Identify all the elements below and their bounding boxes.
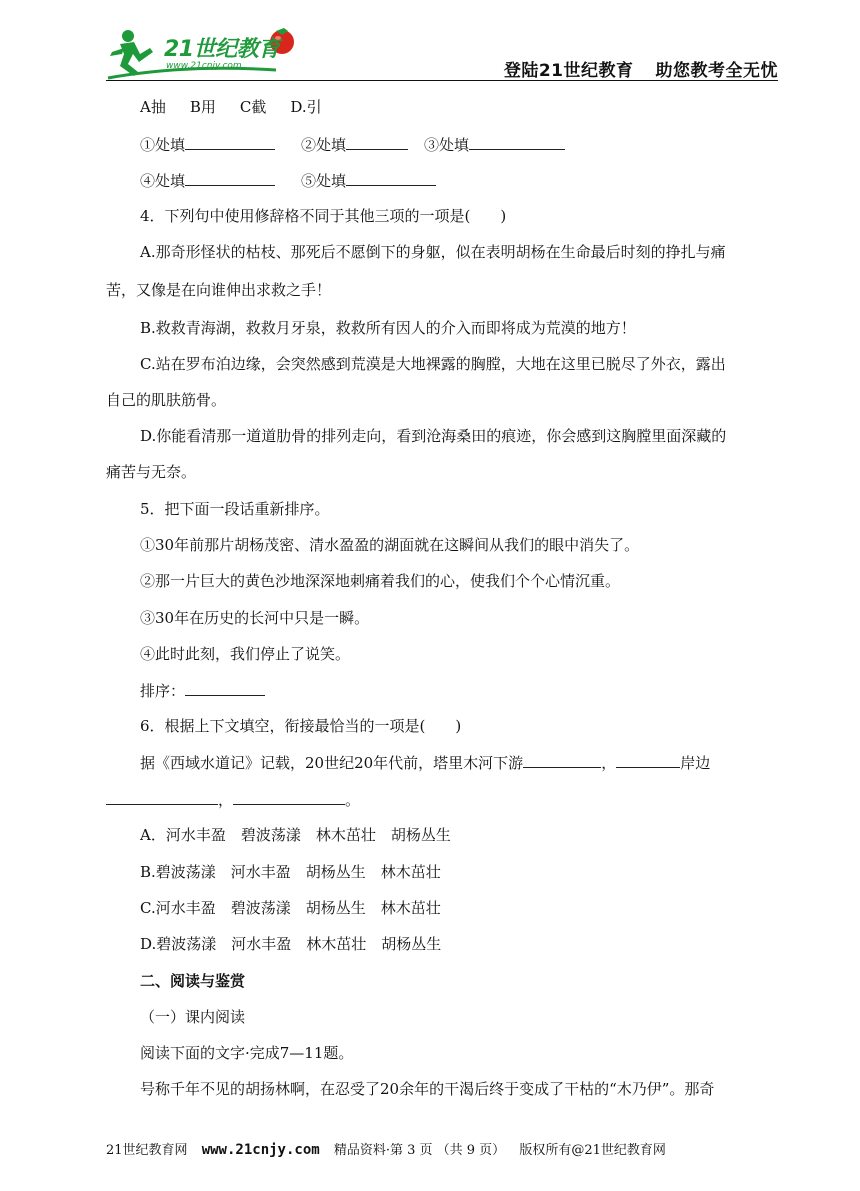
q6-option-b: B.碧波荡漾 河水丰盈 胡杨丛生 林木茁壮 <box>140 863 441 881</box>
page-footer <box>106 1139 778 1158</box>
section-2-subtitle: （一）课内阅读 <box>140 1008 246 1026</box>
q4-stem <box>140 206 506 226</box>
site-logo <box>106 24 306 80</box>
q6-close: ) <box>455 717 462 735</box>
fill-label-4: ④处填 <box>140 172 186 190</box>
q5-stem: 5．把下面一段话重新排序。 <box>140 500 330 518</box>
q6-comma-2: ， <box>218 791 234 809</box>
slogan-login: 登陆21世纪教育 <box>503 61 634 81</box>
q6-stem-text: 6．根据上下文填空，衔接最恰当的一项是( <box>140 717 426 735</box>
fill-blank-5 <box>346 170 436 186</box>
q4-option-d-line2: 痛苦与无奈。 <box>106 463 197 481</box>
q4-option-c-line1: C.站在罗布泊边缘，会突然感到荒漠是大地裸露的胸膛，大地在这里已脱尽了外衣，露出 <box>140 355 726 373</box>
passage-line-1: 号称千年不见的胡扬林啊，在忍受了20余年的干渴后终于变成了干枯的“木乃伊”。那奇 <box>140 1080 715 1098</box>
q5-sentence-4: ④此时此刻，我们停止了说笑。 <box>140 645 351 663</box>
q6-option-c: C.河水丰盈 碧波荡漾 胡杨丛生 林木茁壮 <box>140 899 441 917</box>
footer-copyright: 版权所有@21世纪教育网 <box>519 1143 666 1158</box>
footer-org: 21世纪教育网 <box>106 1143 188 1158</box>
q5-sentence-1: ①30年前那片胡杨茂密、清水盈盈的湖面就在这瞬间从我们的眼中消失了。 <box>140 536 640 554</box>
option-a: A抽 <box>140 98 166 116</box>
fill-label-5: ⑤处填 <box>301 172 347 190</box>
fill-row-2 <box>140 170 436 191</box>
slogan-help: 助您教考全无忧 <box>655 61 778 81</box>
footer-page-info: 精品资料·第 3 页 （共 9 页） <box>333 1143 506 1158</box>
option-d: D.引 <box>290 98 322 116</box>
header-divider <box>106 80 778 81</box>
options-row <box>140 97 322 117</box>
q6-passage-line2 <box>106 789 360 810</box>
section-2-instruction: 阅读下面的文字·完成7—11题。 <box>140 1044 354 1062</box>
option-c: C截 <box>239 98 267 116</box>
page-header <box>106 22 778 82</box>
q4-option-b: B.救救青海湖，救救月牙泉，救救所有因人的介入而即将成为荒漠的地方！ <box>140 319 636 337</box>
footer-site-link[interactable]: www.21cnjy.com <box>201 1142 320 1158</box>
option-b: B用 <box>189 98 216 116</box>
q5-order-row <box>140 680 265 701</box>
q6-blank-1 <box>523 752 601 768</box>
q4-option-a-line1: A.那奇形怪状的枯枝、那死后不愿倒下的身躯，似在表明胡杨在生命最后时刻的挣扎与痛 <box>140 243 726 261</box>
q6-option-a: A．河水丰盈 碧波荡漾 林木茁壮 胡杨丛生 <box>140 826 451 844</box>
fill-label-1: ①处填 <box>140 136 186 154</box>
fill-label-3: ③处填 <box>424 136 470 154</box>
q6-period: 。 <box>345 791 361 809</box>
fill-blank-2 <box>346 134 408 150</box>
q6-stem <box>140 716 461 736</box>
section-2-title: 二、阅读与鉴赏 <box>140 972 246 990</box>
q5-order-blank <box>185 680 265 696</box>
fill-blank-1 <box>185 134 275 150</box>
fill-row-1 <box>140 134 565 155</box>
q6-passage-line1 <box>140 752 710 773</box>
fill-blank-4 <box>185 170 275 186</box>
logo-url: www.21cnjy.com <box>166 61 242 71</box>
q5-order-label: 排序： <box>140 682 186 700</box>
logo-text: 21世纪教育 <box>164 37 280 62</box>
q4-option-a-line2: 苦，又像是在向谁伸出求救之手！ <box>106 281 332 299</box>
q6-blank-2 <box>616 752 680 768</box>
q4-close: ) <box>500 207 507 225</box>
q6-comma-1: ， <box>601 754 617 772</box>
q5-sentence-2: ②那一片巨大的黄色沙地深深地刺痛着我们的心，使我们个个心情沉重。 <box>140 572 621 590</box>
q6-option-d: D.碧波荡漾 河水丰盈 林木茁壮 胡杨丛生 <box>140 935 442 953</box>
q6-passage-start: 据《西域水道记》记载，20世纪20年代前，塔里木河下游 <box>140 754 524 772</box>
fill-blank-3 <box>469 134 565 150</box>
q5-sentence-3: ③30年在历史的长河中只是一瞬。 <box>140 609 370 627</box>
header-slogan <box>504 56 778 81</box>
q6-blank-3 <box>106 789 218 805</box>
q4-option-d-line1: D.你能看清那一道道肋骨的排列走向，看到沧海桑田的痕迹，你会感到这胸膛里面深藏的 <box>140 427 727 445</box>
q6-passage-shore: 岸边 <box>680 754 711 772</box>
fill-label-2: ②处填 <box>301 136 347 154</box>
q4-stem-text: 4．下列句中使用修辞格不同于其他三项的一项是( <box>140 207 471 225</box>
q4-option-c-line2: 自己的肌肤筋骨。 <box>106 391 227 409</box>
q6-blank-4 <box>233 789 345 805</box>
